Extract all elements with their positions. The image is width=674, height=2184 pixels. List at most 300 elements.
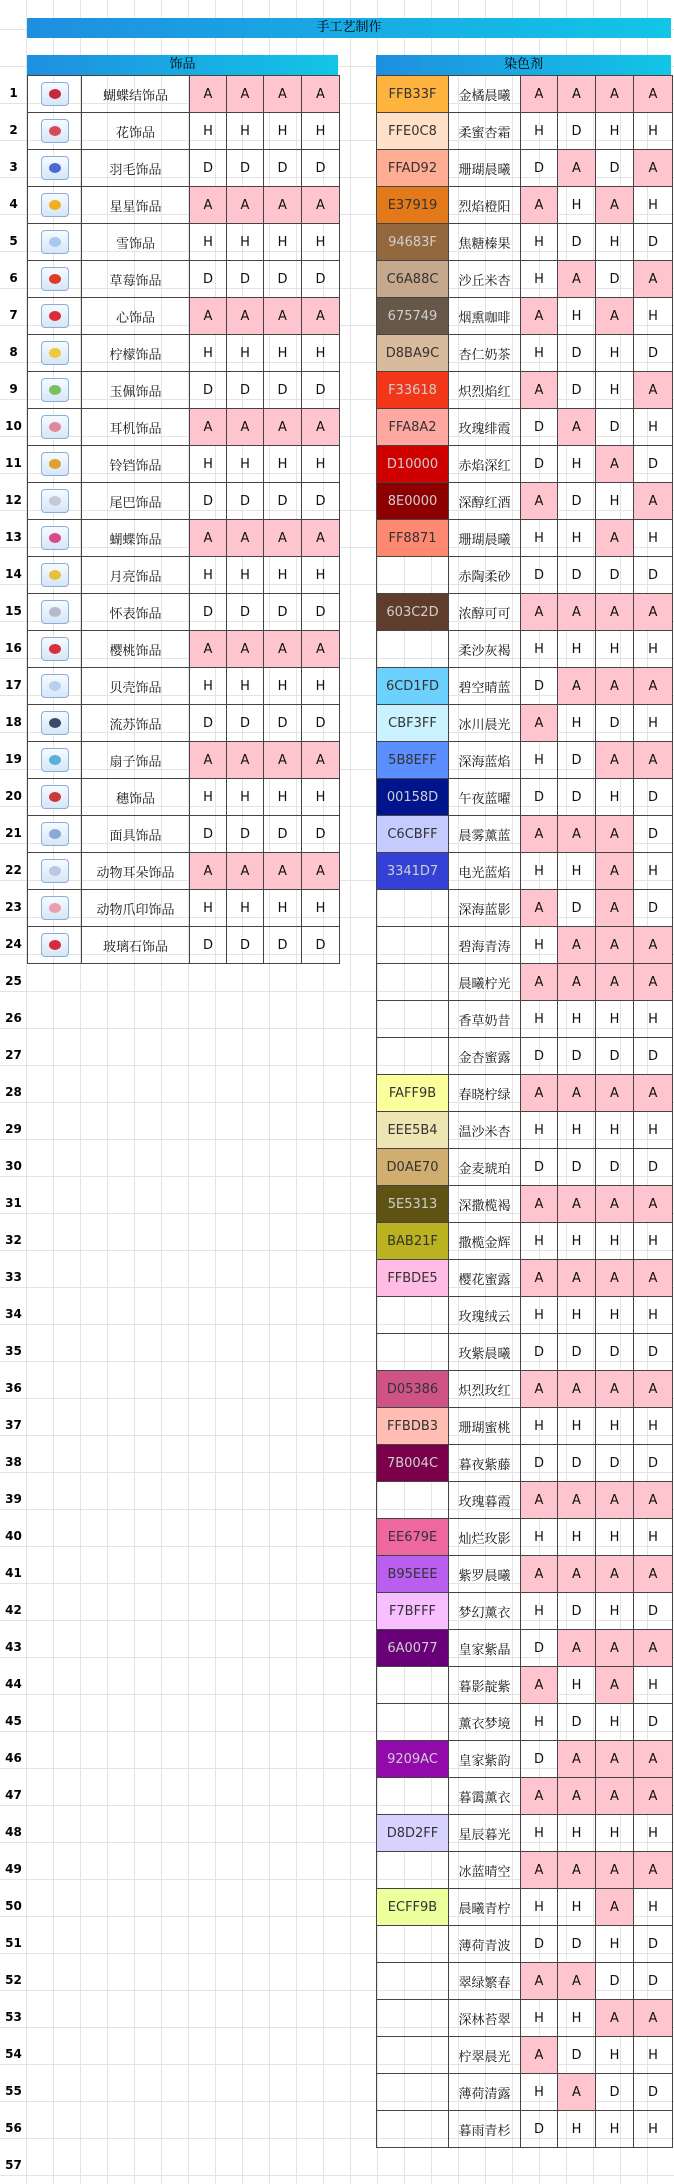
grade-cell[interactable]: D [521, 1334, 558, 1371]
grade-cell[interactable]: A [558, 409, 596, 446]
grade-cell[interactable]: A [634, 1778, 673, 1815]
grade-cell[interactable]: A [521, 1482, 558, 1519]
grade-cell[interactable]: A [596, 1260, 634, 1297]
dye-name[interactable]: 香草奶昔 [449, 1001, 521, 1038]
grade-cell[interactable]: H [521, 1223, 558, 1260]
grade-cell[interactable]: D [558, 1926, 596, 1963]
grade-cell[interactable]: D [558, 1593, 596, 1630]
dye-swatch[interactable]: 603C2D [377, 594, 449, 631]
grade-cell[interactable]: D [558, 742, 596, 779]
grade-cell[interactable]: H [521, 224, 558, 261]
grade-cell[interactable]: A [596, 816, 634, 853]
grade-cell[interactable]: A [558, 816, 596, 853]
dye-name[interactable]: 薄荷青波 [449, 1926, 521, 1963]
grade-cell[interactable]: H [302, 557, 340, 594]
grade-cell[interactable]: H [227, 890, 264, 927]
grade-cell[interactable]: D [634, 1445, 673, 1482]
grade-cell[interactable]: D [264, 705, 302, 742]
grade-cell[interactable]: A [634, 150, 673, 187]
grade-cell[interactable]: D [558, 1704, 596, 1741]
grade-cell[interactable]: A [264, 742, 302, 779]
grade-cell[interactable]: D [521, 446, 558, 483]
grade-cell[interactable]: A [558, 668, 596, 705]
dye-name[interactable]: 浓醇可可 [449, 594, 521, 631]
grade-cell[interactable]: H [634, 1223, 673, 1260]
accessory-name[interactable]: 心饰品 [82, 298, 190, 335]
grade-cell[interactable]: A [634, 1852, 673, 1889]
grade-cell[interactable]: H [596, 1519, 634, 1556]
grade-cell[interactable]: D [634, 1038, 673, 1075]
dye-name[interactable]: 樱花蜜露 [449, 1260, 521, 1297]
grade-cell[interactable]: D [558, 890, 596, 927]
dye-swatch[interactable] [377, 557, 449, 594]
accessory-name[interactable]: 花饰品 [82, 113, 190, 150]
dye-swatch[interactable]: FF8871 [377, 520, 449, 557]
grade-cell[interactable]: D [558, 224, 596, 261]
dye-swatch[interactable]: EEE5B4 [377, 1112, 449, 1149]
grade-cell[interactable]: H [264, 557, 302, 594]
grade-cell[interactable]: H [596, 779, 634, 816]
grade-cell[interactable]: A [558, 927, 596, 964]
dye-name[interactable]: 皇家紫晶 [449, 1630, 521, 1667]
dye-swatch[interactable] [377, 2037, 449, 2074]
accessory-name[interactable]: 贝壳饰品 [82, 668, 190, 705]
grade-cell[interactable]: H [634, 1815, 673, 1852]
dye-name[interactable]: 温沙米杏 [449, 1112, 521, 1149]
grade-cell[interactable]: A [521, 890, 558, 927]
dye-swatch[interactable] [377, 1482, 449, 1519]
grade-cell[interactable]: D [190, 927, 227, 964]
grade-cell[interactable]: A [596, 668, 634, 705]
grade-cell[interactable]: A [558, 1186, 596, 1223]
dye-swatch[interactable]: D10000 [377, 446, 449, 483]
grade-cell[interactable]: A [596, 187, 634, 224]
grade-cell[interactable]: D [264, 483, 302, 520]
grade-cell[interactable]: H [596, 483, 634, 520]
grade-cell[interactable]: H [227, 779, 264, 816]
grade-cell[interactable]: A [596, 853, 634, 890]
grade-cell[interactable]: A [634, 483, 673, 520]
grade-cell[interactable]: D [521, 409, 558, 446]
dye-swatch[interactable]: FFA8A2 [377, 409, 449, 446]
grade-cell[interactable]: A [302, 853, 340, 890]
grade-cell[interactable]: H [558, 1889, 596, 1926]
grade-cell[interactable]: D [634, 890, 673, 927]
dye-name[interactable]: 午夜蓝曜 [449, 779, 521, 816]
grade-cell[interactable]: A [190, 298, 227, 335]
grade-cell[interactable]: H [634, 853, 673, 890]
grade-cell[interactable]: H [558, 631, 596, 668]
grade-cell[interactable]: H [558, 853, 596, 890]
grade-cell[interactable]: D [227, 927, 264, 964]
grade-cell[interactable]: D [521, 1038, 558, 1075]
grade-cell[interactable]: A [596, 520, 634, 557]
grade-cell[interactable]: H [558, 446, 596, 483]
grade-cell[interactable]: A [227, 853, 264, 890]
dye-name[interactable]: 珊瑚晨曦 [449, 150, 521, 187]
grade-cell[interactable]: D [302, 261, 340, 298]
grade-cell[interactable]: A [302, 409, 340, 446]
dye-name[interactable]: 深海蓝影 [449, 890, 521, 927]
grade-cell[interactable]: D [302, 483, 340, 520]
dye-swatch[interactable]: F33618 [377, 372, 449, 409]
grade-cell[interactable]: D [634, 1963, 673, 2000]
grade-cell[interactable]: H [558, 1001, 596, 1038]
grade-cell[interactable]: D [521, 668, 558, 705]
grade-cell[interactable]: D [521, 150, 558, 187]
grade-cell[interactable]: H [558, 1112, 596, 1149]
grade-cell[interactable]: H [596, 2037, 634, 2074]
grade-cell[interactable]: D [634, 557, 673, 594]
dye-name[interactable]: 薄荷清露 [449, 2074, 521, 2111]
grade-cell[interactable]: A [634, 261, 673, 298]
dye-name[interactable]: 晨曦柠光 [449, 964, 521, 1001]
grade-cell[interactable]: A [596, 1371, 634, 1408]
grade-cell[interactable]: D [634, 224, 673, 261]
grade-cell[interactable]: D [634, 1593, 673, 1630]
dye-name[interactable]: 炽烈玫红 [449, 1371, 521, 1408]
grade-cell[interactable]: H [264, 668, 302, 705]
grade-cell[interactable]: A [264, 76, 302, 113]
dye-swatch[interactable]: D8BA9C [377, 335, 449, 372]
dye-swatch[interactable]: D05386 [377, 1371, 449, 1408]
accessory-name[interactable]: 月亮饰品 [82, 557, 190, 594]
grade-cell[interactable]: A [596, 1075, 634, 1112]
grade-cell[interactable]: H [521, 2000, 558, 2037]
dye-swatch[interactable] [377, 1667, 449, 1704]
grade-cell[interactable]: A [558, 1371, 596, 1408]
grade-cell[interactable]: H [634, 1667, 673, 1704]
grade-cell[interactable]: A [634, 2000, 673, 2037]
accessory-name[interactable]: 草莓饰品 [82, 261, 190, 298]
grade-cell[interactable]: H [521, 2074, 558, 2111]
grade-cell[interactable]: A [634, 1630, 673, 1667]
grade-cell[interactable]: H [558, 705, 596, 742]
grade-cell[interactable]: A [558, 594, 596, 631]
grade-cell[interactable]: H [302, 113, 340, 150]
dye-name[interactable]: 电光蓝焰 [449, 853, 521, 890]
grade-cell[interactable]: H [634, 187, 673, 224]
grade-cell[interactable]: D [521, 557, 558, 594]
grade-cell[interactable]: H [521, 927, 558, 964]
grade-cell[interactable]: D [302, 372, 340, 409]
grade-cell[interactable]: D [302, 927, 340, 964]
dye-swatch[interactable]: 9209AC [377, 1741, 449, 1778]
grade-cell[interactable]: A [227, 409, 264, 446]
grade-cell[interactable]: A [634, 1186, 673, 1223]
grade-cell[interactable]: D [596, 1149, 634, 1186]
dye-name[interactable]: 炽烈焰红 [449, 372, 521, 409]
grade-cell[interactable]: D [264, 816, 302, 853]
dye-swatch[interactable]: ECFF9B [377, 1889, 449, 1926]
grade-cell[interactable]: A [264, 853, 302, 890]
grade-cell[interactable]: A [634, 1260, 673, 1297]
grade-cell[interactable]: H [558, 520, 596, 557]
grade-cell[interactable]: A [521, 1371, 558, 1408]
grade-cell[interactable]: D [558, 557, 596, 594]
dye-name[interactable]: 翠绿繁春 [449, 1963, 521, 2000]
grade-cell[interactable]: A [558, 1482, 596, 1519]
dye-swatch[interactable] [377, 1778, 449, 1815]
grade-cell[interactable]: A [264, 187, 302, 224]
dye-name[interactable]: 焦糖榛果 [449, 224, 521, 261]
grade-cell[interactable]: H [634, 1112, 673, 1149]
grade-cell[interactable]: A [596, 76, 634, 113]
dye-swatch[interactable]: CBF3FF [377, 705, 449, 742]
grade-cell[interactable]: D [558, 1445, 596, 1482]
grade-cell[interactable]: H [558, 1408, 596, 1445]
grade-cell[interactable]: A [190, 631, 227, 668]
dye-name[interactable]: 撒榄金辉 [449, 1223, 521, 1260]
grade-cell[interactable]: A [558, 2074, 596, 2111]
grade-cell[interactable]: H [302, 668, 340, 705]
grade-cell[interactable]: A [302, 76, 340, 113]
grade-cell[interactable]: D [521, 1630, 558, 1667]
grade-cell[interactable]: H [558, 187, 596, 224]
grade-cell[interactable]: H [634, 2111, 673, 2148]
dye-swatch[interactable]: 7B004C [377, 1445, 449, 1482]
grade-cell[interactable]: A [634, 1741, 673, 1778]
dye-swatch[interactable]: FAFF9B [377, 1075, 449, 1112]
dye-name[interactable]: 春晓柠绿 [449, 1075, 521, 1112]
grade-cell[interactable]: D [190, 261, 227, 298]
grade-cell[interactable]: A [521, 1778, 558, 1815]
grade-cell[interactable]: A [634, 76, 673, 113]
dye-name[interactable]: 暮夜紫藤 [449, 1445, 521, 1482]
grade-cell[interactable]: H [596, 1593, 634, 1630]
grade-cell[interactable]: H [558, 2111, 596, 2148]
grade-cell[interactable]: A [521, 816, 558, 853]
grade-cell[interactable]: H [634, 1408, 673, 1445]
dye-name[interactable]: 晨雾薰蓝 [449, 816, 521, 853]
grade-cell[interactable]: A [596, 594, 634, 631]
grade-cell[interactable]: H [521, 1408, 558, 1445]
dye-swatch[interactable]: 94683F [377, 224, 449, 261]
grade-cell[interactable]: H [596, 1926, 634, 1963]
grade-cell[interactable]: H [521, 1519, 558, 1556]
grade-cell[interactable]: H [521, 1112, 558, 1149]
dye-name[interactable]: 沙丘米杏 [449, 261, 521, 298]
grade-cell[interactable]: A [521, 298, 558, 335]
grade-cell[interactable]: A [521, 483, 558, 520]
grade-cell[interactable]: A [596, 1778, 634, 1815]
grade-cell[interactable]: A [190, 742, 227, 779]
dye-swatch[interactable]: 3341D7 [377, 853, 449, 890]
dye-name[interactable]: 烈焰橙阳 [449, 187, 521, 224]
grade-cell[interactable]: H [302, 779, 340, 816]
grade-cell[interactable]: H [227, 335, 264, 372]
grade-cell[interactable]: D [596, 409, 634, 446]
grade-cell[interactable]: A [264, 409, 302, 446]
grade-cell[interactable]: H [558, 1815, 596, 1852]
grade-cell[interactable]: A [521, 2037, 558, 2074]
dye-swatch[interactable] [377, 1001, 449, 1038]
dye-swatch[interactable]: B95EEE [377, 1556, 449, 1593]
grade-cell[interactable]: H [302, 335, 340, 372]
grade-cell[interactable]: D [558, 779, 596, 816]
grade-cell[interactable]: A [521, 594, 558, 631]
grade-cell[interactable]: A [521, 1852, 558, 1889]
grade-cell[interactable]: H [227, 224, 264, 261]
dye-swatch[interactable]: 5B8EFF [377, 742, 449, 779]
grade-cell[interactable]: H [634, 520, 673, 557]
grade-cell[interactable]: A [558, 964, 596, 1001]
grade-cell[interactable]: D [521, 1926, 558, 1963]
grade-cell[interactable]: H [227, 668, 264, 705]
accessory-name[interactable]: 蝴蝶饰品 [82, 520, 190, 557]
dye-swatch[interactable]: 6CD1FD [377, 668, 449, 705]
grade-cell[interactable]: H [596, 1408, 634, 1445]
grade-cell[interactable]: H [521, 261, 558, 298]
grade-cell[interactable]: D [596, 261, 634, 298]
grade-cell[interactable]: D [190, 816, 227, 853]
grade-cell[interactable]: A [596, 890, 634, 927]
dye-swatch[interactable]: FFE0C8 [377, 113, 449, 150]
grade-cell[interactable]: A [634, 927, 673, 964]
grade-cell[interactable]: D [634, 2074, 673, 2111]
grade-cell[interactable]: D [190, 372, 227, 409]
grade-cell[interactable]: H [634, 298, 673, 335]
grade-cell[interactable]: D [264, 261, 302, 298]
grade-cell[interactable]: A [558, 1075, 596, 1112]
grade-cell[interactable]: D [596, 705, 634, 742]
grade-cell[interactable]: H [190, 446, 227, 483]
grade-cell[interactable]: A [264, 298, 302, 335]
dye-name[interactable]: 玫瑰绒云 [449, 1297, 521, 1334]
dye-swatch[interactable]: 8E0000 [377, 483, 449, 520]
grade-cell[interactable]: H [521, 853, 558, 890]
grade-cell[interactable]: A [302, 298, 340, 335]
grade-cell[interactable]: D [227, 705, 264, 742]
grade-cell[interactable]: D [558, 113, 596, 150]
dye-name[interactable]: 赤陶柔砂 [449, 557, 521, 594]
grade-cell[interactable]: H [190, 557, 227, 594]
grade-cell[interactable]: H [521, 113, 558, 150]
grade-cell[interactable]: D [558, 335, 596, 372]
grade-cell[interactable]: H [521, 335, 558, 372]
grade-cell[interactable]: A [596, 1667, 634, 1704]
grade-cell[interactable]: H [596, 1704, 634, 1741]
dye-name[interactable]: 赤焰深红 [449, 446, 521, 483]
grade-cell[interactable]: H [190, 113, 227, 150]
grade-cell[interactable]: A [596, 446, 634, 483]
grade-cell[interactable]: D [521, 2111, 558, 2148]
accessory-name[interactable]: 面具饰品 [82, 816, 190, 853]
grade-cell[interactable]: H [302, 446, 340, 483]
dye-swatch[interactable]: F7BFFF [377, 1593, 449, 1630]
grade-cell[interactable]: A [558, 1260, 596, 1297]
dye-swatch[interactable] [377, 1963, 449, 2000]
grade-cell[interactable]: H [302, 890, 340, 927]
grade-cell[interactable]: A [302, 187, 340, 224]
grade-cell[interactable]: D [302, 150, 340, 187]
grade-cell[interactable]: A [302, 631, 340, 668]
dye-name[interactable]: 烟熏咖啡 [449, 298, 521, 335]
grade-cell[interactable]: H [634, 1297, 673, 1334]
grade-cell[interactable]: D [264, 594, 302, 631]
dye-name[interactable]: 深撒榄褐 [449, 1186, 521, 1223]
grade-cell[interactable]: H [596, 1112, 634, 1149]
grade-cell[interactable]: D [521, 1149, 558, 1186]
grade-cell[interactable]: H [634, 2037, 673, 2074]
dye-swatch[interactable] [377, 631, 449, 668]
grade-cell[interactable]: H [634, 1889, 673, 1926]
grade-cell[interactable]: D [227, 261, 264, 298]
accessory-name[interactable]: 玻璃石饰品 [82, 927, 190, 964]
grade-cell[interactable]: H [227, 446, 264, 483]
grade-cell[interactable]: H [634, 705, 673, 742]
dye-name[interactable]: 薰衣梦境 [449, 1704, 521, 1741]
dye-swatch[interactable] [377, 1297, 449, 1334]
grade-cell[interactable]: H [596, 372, 634, 409]
grade-cell[interactable]: H [596, 1815, 634, 1852]
dye-name[interactable]: 碧空晴蓝 [449, 668, 521, 705]
grade-cell[interactable]: D [634, 1149, 673, 1186]
grade-cell[interactable]: D [558, 2037, 596, 2074]
grade-cell[interactable]: D [302, 816, 340, 853]
grade-cell[interactable]: A [227, 520, 264, 557]
grade-cell[interactable]: H [521, 1815, 558, 1852]
accessory-name[interactable]: 耳机饰品 [82, 409, 190, 446]
grade-cell[interactable]: A [558, 1630, 596, 1667]
grade-cell[interactable]: D [302, 705, 340, 742]
dye-name[interactable]: 皇家紫韵 [449, 1741, 521, 1778]
grade-cell[interactable]: D [521, 1445, 558, 1482]
dye-swatch[interactable]: C6CBFF [377, 816, 449, 853]
dye-swatch[interactable]: D0AE70 [377, 1149, 449, 1186]
dye-swatch[interactable]: D8D2FF [377, 1815, 449, 1852]
grade-cell[interactable]: H [596, 2111, 634, 2148]
grade-cell[interactable]: A [521, 372, 558, 409]
grade-cell[interactable]: A [521, 1963, 558, 2000]
grade-cell[interactable]: D [302, 594, 340, 631]
dye-swatch[interactable]: EE679E [377, 1519, 449, 1556]
dye-name[interactable]: 玫瑰绯霞 [449, 409, 521, 446]
grade-cell[interactable]: A [634, 1075, 673, 1112]
grade-cell[interactable]: D [227, 483, 264, 520]
grade-cell[interactable]: D [521, 1741, 558, 1778]
grade-cell[interactable]: D [596, 557, 634, 594]
grade-cell[interactable]: H [634, 1001, 673, 1038]
grade-cell[interactable]: A [634, 742, 673, 779]
grade-cell[interactable]: A [227, 187, 264, 224]
grade-cell[interactable]: A [521, 1667, 558, 1704]
grade-cell[interactable]: H [558, 1223, 596, 1260]
dye-swatch[interactable] [377, 964, 449, 1001]
dye-name[interactable]: 冰川晨光 [449, 705, 521, 742]
grade-cell[interactable]: A [521, 76, 558, 113]
dye-swatch[interactable] [377, 890, 449, 927]
grade-cell[interactable]: A [558, 261, 596, 298]
dye-swatch[interactable]: FFAD92 [377, 150, 449, 187]
grade-cell[interactable]: H [596, 1001, 634, 1038]
grade-cell[interactable]: H [596, 1223, 634, 1260]
dye-name[interactable]: 金杏蜜露 [449, 1038, 521, 1075]
grade-cell[interactable]: A [190, 187, 227, 224]
dye-name[interactable]: 柔蜜杏霜 [449, 113, 521, 150]
dye-swatch[interactable]: 6A0077 [377, 1630, 449, 1667]
dye-swatch[interactable]: FFBDE5 [377, 1260, 449, 1297]
grade-cell[interactable]: A [596, 742, 634, 779]
grade-cell[interactable]: D [596, 1445, 634, 1482]
grade-cell[interactable]: D [634, 816, 673, 853]
dye-swatch[interactable]: BAB21F [377, 1223, 449, 1260]
grade-cell[interactable]: D [634, 1334, 673, 1371]
grade-cell[interactable]: A [521, 1556, 558, 1593]
accessory-name[interactable]: 蝴蝶结饰品 [82, 76, 190, 113]
grade-cell[interactable]: A [596, 1482, 634, 1519]
grade-cell[interactable]: A [596, 1186, 634, 1223]
